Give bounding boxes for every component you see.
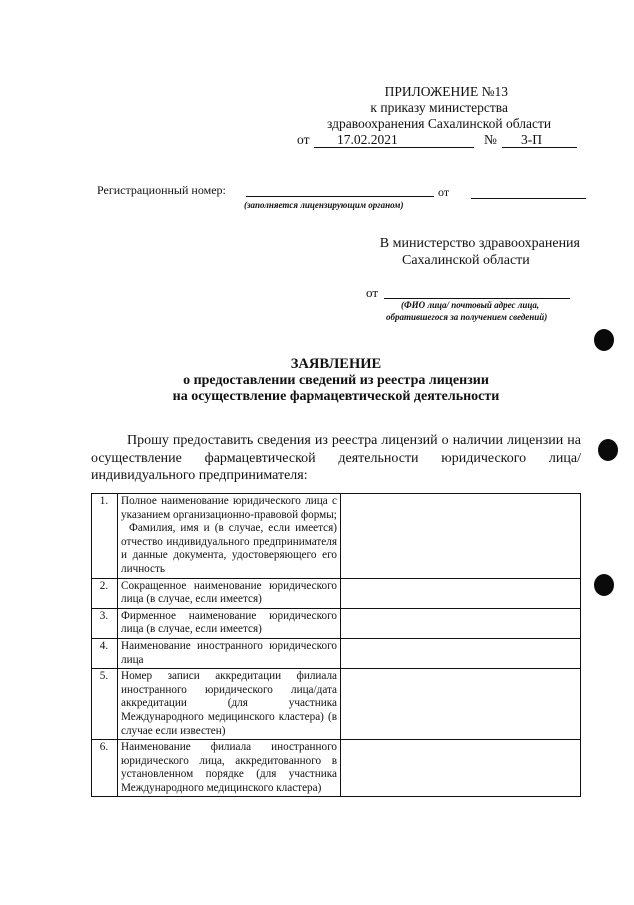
row-number: 2. xyxy=(92,578,118,608)
addressee-note-2: обратившегося за получением сведений) xyxy=(386,312,548,322)
registration-from-label: от xyxy=(438,185,450,199)
order-line-2: здравоохранения Сахалинской области xyxy=(327,116,552,131)
hole-punch-mark xyxy=(594,574,614,596)
intro-paragraph xyxy=(91,432,581,485)
request-table xyxy=(91,493,581,797)
row-description xyxy=(118,494,341,579)
row-value-cell[interactable] xyxy=(341,638,581,668)
registration-label: Регистрационный номер: xyxy=(97,183,226,197)
order-line-1: к приказу министерства xyxy=(370,100,508,115)
addressee-from-label: от xyxy=(366,285,379,300)
row-description: Наименование иностранного юридического лица xyxy=(118,638,341,668)
row-number: 1. xyxy=(92,494,118,579)
row-value-cell[interactable] xyxy=(341,494,581,579)
order-date: 17.02.2021 xyxy=(337,132,398,147)
addressee-line-2: Сахалинской области xyxy=(402,253,530,268)
document-title: ЗАЯВЛЕНИЕ xyxy=(290,356,382,372)
table-row xyxy=(92,578,581,608)
order-from-label: от xyxy=(297,132,310,147)
registration-note: (заполняется лицензирующим органом) xyxy=(244,200,404,210)
addressee-line-1: В министерство здравоохранения xyxy=(379,236,580,251)
row-description: Фирменное наименование юридического лица (в случае, если имеется) xyxy=(118,608,341,638)
intro-text: Прошу предоставить сведения из реестра лицензий о наличии лицензии на осуществление фармацевтической деятельности юридического лица/индивидуального предпринимателя: xyxy=(91,433,581,483)
document-subtitle-1: о предоставлении сведений из реестра лицензии xyxy=(183,373,489,388)
row-value-cell[interactable] xyxy=(341,740,581,797)
row-number: 6. xyxy=(92,740,118,797)
row-description-part-b: Фамилия, имя и (в случае, если имеется) отчество индивидуального предпринимателя и данные документа, удостоверяющего его личность xyxy=(121,522,337,575)
row-value-cell[interactable] xyxy=(341,578,581,608)
table-row xyxy=(92,740,581,797)
hole-punch-mark xyxy=(598,439,618,461)
registration-number-line xyxy=(246,196,434,197)
appendix-title: ПРИЛОЖЕНИЕ №13 xyxy=(384,84,508,99)
order-number-label: № xyxy=(484,132,497,147)
table-row xyxy=(92,608,581,638)
row-description: Наименование филиала иностранного юридического лица, аккредитованного в установленном порядке (для участника Международного медицинского кластера) xyxy=(118,740,341,797)
row-number: 5. xyxy=(92,669,118,740)
table-row xyxy=(92,669,581,740)
addressee-name-line xyxy=(384,298,570,299)
table-row xyxy=(92,494,581,579)
row-number: 3. xyxy=(92,608,118,638)
addressee-note-1: (ФИО лица/ почтовый адрес лица, xyxy=(401,300,540,310)
row-description-part-a: Полное наименование юридического лица с указанием организационно-правовой формы; xyxy=(121,495,337,521)
row-description: Номер записи аккредитации филиала иностранного юридического лица/дата аккредитации (для участника Международного медицинского кластера) (в случае если известен) xyxy=(118,669,341,740)
row-value-cell[interactable] xyxy=(341,669,581,740)
registration-date-line xyxy=(471,198,586,199)
document-subtitle-2: на осуществление фармацевтической деятельности xyxy=(172,389,500,404)
row-value-cell[interactable] xyxy=(341,608,581,638)
row-description: Сокращенное наименование юридического лица (в случае, если имеется) xyxy=(118,578,341,608)
table-row xyxy=(92,638,581,668)
order-number: 3-П xyxy=(521,132,542,147)
row-number: 4. xyxy=(92,638,118,668)
hole-punch-mark xyxy=(594,329,614,351)
